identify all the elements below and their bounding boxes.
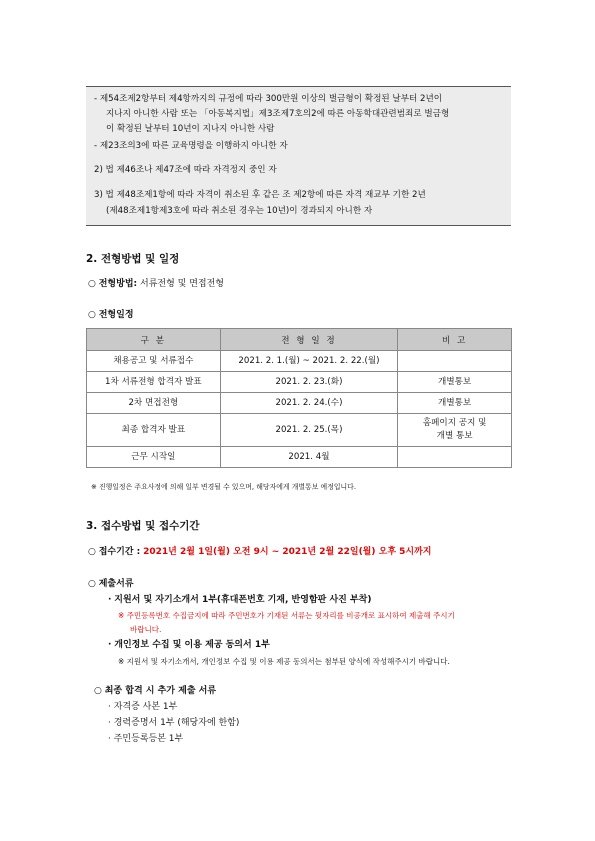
cell-category: 근무 시작일: [87, 447, 221, 468]
cell-category: 최종 합격자 발표: [87, 414, 221, 447]
doc1-note-cont: 바랍니다.: [130, 625, 162, 634]
doc1: 지원서 및 자기소개서 1부(휴대폰번호 기재, 반영함판 사진 부착): [114, 595, 372, 605]
cell-date: 2021. 4월: [220, 447, 398, 468]
period-value: 2021년 2월 1일(월) 오전 9시 ~ 2021년 2월 22일(월) 오후 5시까지: [143, 547, 432, 557]
list-item: · 경력증명서 1부 (해당자에 한함): [108, 718, 240, 728]
header-category: 구 분: [87, 329, 221, 351]
circle-bullet-icon: ○: [88, 579, 96, 589]
period-label: 접수기간 :: [98, 547, 141, 557]
final-line: [94, 683, 216, 696]
cell-date: 2021. 2. 23.(화): [220, 372, 398, 393]
cell-category: 1차 서류전형 합격자 발표: [87, 372, 221, 393]
circle-bullet-icon: ○: [88, 310, 96, 320]
circle-bullet-icon: ○: [94, 686, 102, 696]
cell-category: 2차 면접전형: [87, 393, 221, 414]
doc1-line: · 지원서 및 자기소개서 1부(휴대폰번호 기재, 반영함판 사진 부착): [108, 595, 372, 605]
cell-note: [398, 351, 512, 372]
box-line: - 제54조제2항부터 제4항까지의 규정에 따라 300만원 이상의 벌금형이 확정된 날부터 2년이: [94, 94, 443, 104]
list-item: · 주민등록등본 1부: [108, 734, 184, 744]
period-line: [88, 544, 432, 557]
doc2-note: ※ 지원서 및 자기소개서, 개인정보 수집 및 이용 제공 동의서는 첨부된 양식에 작성해주시기 바랍니다.: [118, 657, 450, 666]
schedule-line: [88, 307, 134, 320]
circle-bullet-icon: ○: [88, 547, 96, 557]
circle-bullet-icon: ○: [88, 279, 96, 289]
cell-note: [398, 447, 512, 468]
cell-date: 2021. 2. 24.(수): [220, 393, 398, 414]
final-item: 자격증 사본 1부: [113, 702, 178, 712]
box-line: 이 확정된 날부터 10년이 지나지 아니한 사람: [106, 124, 275, 134]
cell-category: 채용공고 및 서류접수: [87, 351, 221, 372]
section3-heading: 3. 접수방법 및 접수기간: [86, 520, 200, 532]
header-schedule: 전 형 일 정: [220, 329, 398, 351]
table-header-row: [87, 329, 512, 351]
list-item: · 자격증 사본 1부: [108, 702, 178, 712]
doc1-note: ※ 주민등록번호 수집금지에 따라 주민번호가 기재된 서류는 뒷자리를 비공개로 표시하여 제출해 주시기: [118, 611, 455, 620]
cell-date: 2021. 2. 1.(월) ~ 2021. 2. 22.(월): [220, 351, 398, 372]
table-row: [87, 372, 512, 393]
table-row: [87, 447, 512, 468]
table-row: [87, 393, 512, 414]
section2-heading: 2. 전형방법 및 일정: [86, 253, 180, 265]
method-value: 서류전형 및 면접전형: [140, 279, 224, 289]
doc2-line: · 개인정보 수집 및 이용 제공 동의서 1부: [108, 640, 270, 650]
cell-note: 홈페이지 공지 및 개별 통보: [398, 414, 512, 447]
method-label: 전형방법:: [98, 279, 138, 289]
box-line: (제48조제1항제3호에 따라 취소된 경우는 10년)이 경과되지 아니한 자: [106, 206, 373, 216]
box-line: 지나지 아니한 사람 또는 「아동복지법」제3조제7호의2에 따른 아동학대관련범죄로 벌금형: [106, 109, 450, 119]
cell-date: 2021. 2. 25.(목): [220, 414, 398, 447]
header-note: 비 고: [398, 329, 512, 351]
docs-label: 제출서류: [98, 579, 134, 589]
schedule-label: 전형일정: [98, 310, 134, 320]
table-row: [87, 414, 512, 447]
method-line: [88, 276, 224, 289]
cell-note: 개별통보: [398, 372, 512, 393]
doc2: 개인정보 수집 및 이용 제공 동의서 1부: [114, 640, 270, 650]
final-item: 경력증명서 1부 (해당자에 한함): [113, 718, 240, 728]
box-line: - 제23조의3에 따른 교육명령을 이행하지 아니한 자: [94, 141, 288, 151]
cell-note: 개별통보: [398, 393, 512, 414]
final-label: 최종 합격 시 추가 제출 서류: [104, 686, 217, 696]
box-line: 2) 법 제46조나 제47조에 따라 자격정지 중인 자: [94, 165, 277, 175]
final-item: 주민등록등본 1부: [113, 734, 184, 744]
box-line: 3) 법 제48조제1항에 따라 자격이 취소된 후 같은 조 제2항에 따른 자격 재교부 기한 2년: [94, 190, 426, 200]
schedule-note: ※ 진행일정은 주요사정에 의해 일부 변경될 수 있으며, 해당자에게 개별통보 예정입니다.: [91, 483, 357, 491]
table-row: [87, 351, 512, 372]
docs-line: [88, 576, 134, 589]
schedule-table: [86, 328, 512, 468]
